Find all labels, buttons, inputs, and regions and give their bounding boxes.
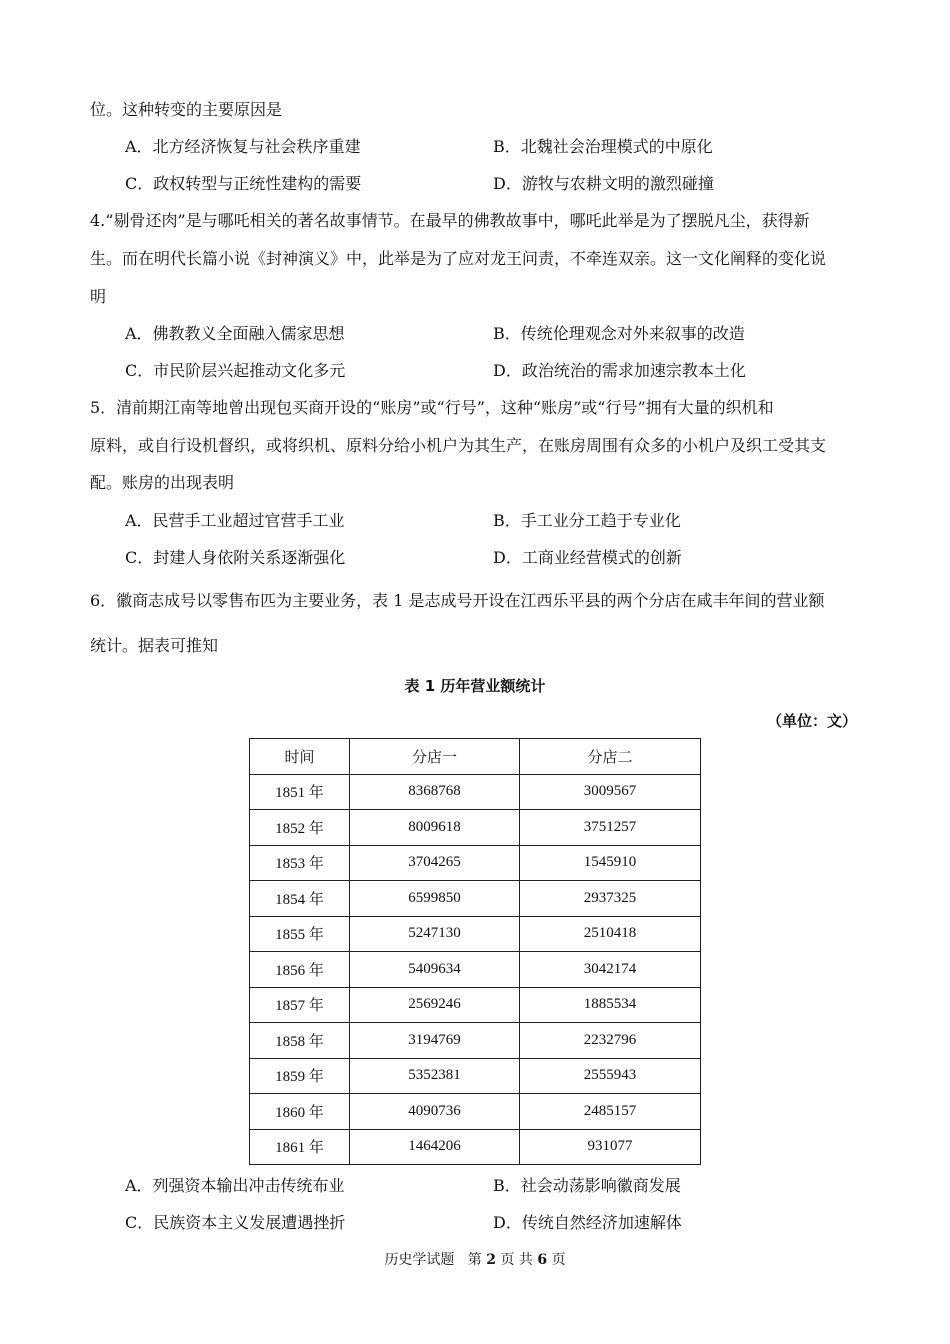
q4-stem-line-1: 4.“剔骨还肉”是与哪吒相关的著名故事情节。在最早的佛教故事中，哪吒此举是为了摆脱凡尘，获得新	[90, 211, 810, 230]
cell-branch-2: 3042174	[520, 952, 701, 988]
table-caption: 表 1 历年营业额统计	[404, 677, 546, 695]
q6-option-b: B．社会动荡影响徽商发展	[493, 1176, 681, 1195]
q6-option-a: A．列强资本输出冲击传统布业	[125, 1176, 345, 1195]
q4-option-c: C．市民阶层兴起推动文化多元	[125, 361, 346, 380]
q4-option-b: B．传统伦理观念对外来叙事的改造	[493, 324, 745, 343]
cell-branch-2: 1545910	[520, 845, 701, 881]
cell-branch-1: 3704265	[350, 845, 520, 881]
q5-stem-line-3: 配。账房的出现表明	[90, 473, 235, 492]
table-row	[250, 1094, 701, 1130]
q6-option-c: C．民族资本主义发展遭遇挫折	[125, 1213, 346, 1232]
q6-stem-line-2: 统计。据表可推知	[90, 636, 219, 655]
q3-option-b: B．北魏社会治理模式的中原化	[493, 137, 713, 156]
q4-stem-line-2: 生。而在明代长篇小说《封神演义》中，此举是为了应对龙王问责，不牵连双亲。这一文化阐释的变化说	[90, 249, 827, 268]
cell-branch-2: 2937325	[520, 881, 701, 917]
q3-option-d: D．游牧与农耕文明的激烈碰撞	[493, 174, 714, 193]
header-branch-1: 分店一	[350, 739, 520, 775]
q4-stem-line-3: 明	[90, 287, 107, 306]
cell-branch-2: 931077	[520, 1129, 701, 1165]
cell-year: 1860 年	[250, 1094, 350, 1130]
cell-year: 1853 年	[250, 845, 350, 881]
table-header-row	[250, 739, 701, 775]
footer-subject: 历史学试题	[384, 1252, 455, 1268]
cell-branch-1: 8009618	[350, 810, 520, 846]
cell-year: 1851 年	[250, 774, 350, 810]
q4-option-d: D．政治统治的需求加速宗教本土化	[493, 361, 746, 380]
q6-option-d: D．传统自然经济加速解体	[493, 1213, 682, 1232]
cell-branch-2: 2510418	[520, 916, 701, 952]
q3-option-c: C．政权转型与正统性建构的需要	[125, 174, 362, 193]
footer-ye: 页	[500, 1252, 515, 1268]
cell-year: 1859 年	[250, 1058, 350, 1094]
table-row	[250, 952, 701, 988]
table-row	[250, 1129, 701, 1165]
cell-year: 1856 年	[250, 952, 350, 988]
cell-branch-2: 1885534	[520, 987, 701, 1023]
q5-option-b: B．手工业分工趋于专业化	[493, 511, 681, 530]
q4-option-a: A．佛教教义全面融入儒家思想	[125, 324, 345, 343]
table-row	[250, 987, 701, 1023]
q5-stem-line-2: 原料，或自行设机督织，或将织机、原料分给小机户为其生产，在账房周围有众多的小机户及织工受其支	[90, 436, 827, 455]
cell-branch-1: 3194769	[350, 1023, 520, 1059]
q5-option-a: A．民营手工业超过官营手工业	[125, 511, 345, 530]
cell-branch-2: 3751257	[520, 810, 701, 846]
table-unit: （单位：文）	[766, 712, 857, 730]
cell-branch-1: 5409634	[350, 952, 520, 988]
cell-year: 1854 年	[250, 881, 350, 917]
cell-branch-2: 3009567	[520, 774, 701, 810]
cell-year: 1858 年	[250, 1023, 350, 1059]
cell-branch-2: 2232796	[520, 1023, 701, 1059]
cell-year: 1855 年	[250, 916, 350, 952]
cell-branch-1: 6599850	[350, 881, 520, 917]
cell-branch-2: 2485157	[520, 1094, 701, 1130]
cell-branch-1: 5247130	[350, 916, 520, 952]
revenue-table	[249, 738, 701, 1165]
q5-stem-line-1: 5．清前期江南等地曾出现包买商开设的“账房”或“行号”，这种“账房”或“行号”拥有大量的织机和	[90, 398, 774, 417]
cell-branch-1: 8368768	[350, 774, 520, 810]
table-row	[250, 1058, 701, 1094]
table-body	[250, 774, 701, 1165]
q3-stem-continuation: 位。这种转变的主要原因是	[90, 100, 283, 119]
page-footer	[0, 1249, 950, 1269]
footer-total-pages: 6	[537, 1252, 548, 1268]
cell-branch-1: 1464206	[350, 1129, 520, 1165]
cell-year: 1852 年	[250, 810, 350, 846]
q3-option-a: A．北方经济恢复与社会秩序重建	[125, 137, 361, 156]
q5-option-c: C．封建人身依附关系逐渐强化	[125, 548, 346, 567]
footer-gong: 共	[518, 1252, 533, 1268]
header-time: 时间	[250, 739, 350, 775]
table-row	[250, 845, 701, 881]
table-row	[250, 810, 701, 846]
cell-year: 1861 年	[250, 1129, 350, 1165]
table-row	[250, 881, 701, 917]
footer-ye-2: 页	[551, 1252, 566, 1268]
cell-branch-2: 2555943	[520, 1058, 701, 1094]
cell-branch-1: 5352381	[350, 1058, 520, 1094]
q6-stem-line-1: 6．徽商志成号以零售布匹为主要业务，表 1 是志成号开设在江西乐平县的两个分店在咸丰年间的营业额	[90, 591, 825, 610]
cell-branch-1: 2569246	[350, 987, 520, 1023]
footer-di: 第	[467, 1252, 482, 1268]
cell-year: 1857 年	[250, 987, 350, 1023]
table-row	[250, 1023, 701, 1059]
table-row	[250, 774, 701, 810]
header-branch-2: 分店二	[520, 739, 701, 775]
table-row	[250, 916, 701, 952]
footer-page-number: 2	[486, 1252, 496, 1268]
cell-branch-1: 4090736	[350, 1094, 520, 1130]
q5-option-d: D．工商业经营模式的创新	[493, 548, 682, 567]
